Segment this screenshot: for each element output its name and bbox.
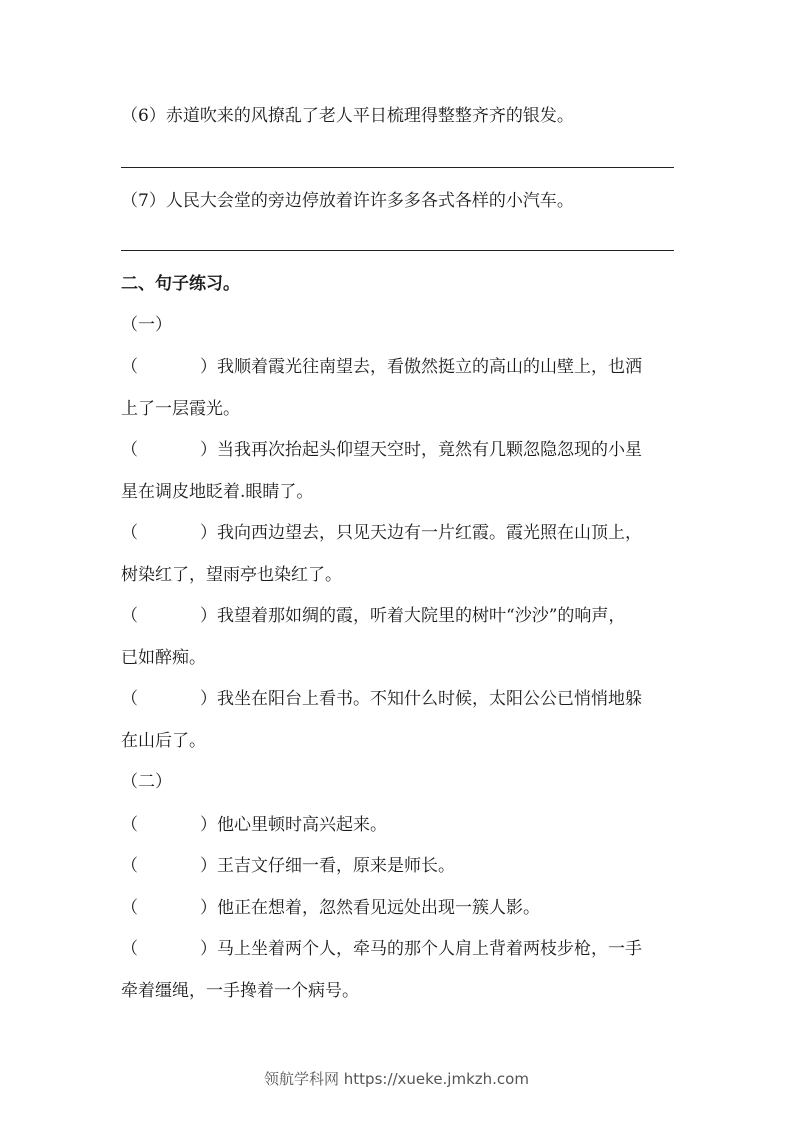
page-footer: 领航学科网 https://xueke.jmkzh.com <box>264 1070 529 1088</box>
blank-open[interactable]: （ <box>121 357 138 377</box>
order-item <box>121 813 674 837</box>
blank-open[interactable]: （ <box>121 440 138 460</box>
blank-open[interactable]: （ <box>121 856 138 876</box>
blank-open[interactable]: （ <box>121 606 138 626</box>
order-item <box>121 687 674 711</box>
blank-close[interactable]: ） <box>200 440 217 460</box>
item-continuation: 上了一层霞光。 <box>121 399 240 419</box>
item-text: 我坐在阳台上看书。不知什么时候，太阳公公已悄悄地躲 <box>217 689 642 709</box>
item-text: 他正在想着，忽然看见远处出现一簇人影。 <box>217 898 540 918</box>
order-item <box>121 854 674 878</box>
item-continuation: 树染红了，望雨亭也染红了。 <box>121 565 342 585</box>
blank-close[interactable]: ） <box>200 898 217 918</box>
item-text: 马上坐着两个人，牵马的那个人肩上背着两枝步枪，一手 <box>217 939 642 959</box>
order-item <box>121 438 674 462</box>
item-continuation: 牵着缰绳，一手搀着一个病号。 <box>121 981 359 1001</box>
blank-open[interactable]: （ <box>121 523 138 543</box>
answer-line-7[interactable] <box>121 250 674 251</box>
item-text: 我顺着霞光往南望去，看傲然挺立的高山的山壁上，也洒 <box>217 357 642 377</box>
sentence-7: （7）人民大会堂的旁边停放着许许多多各式各样的小汽车。 <box>121 191 574 211</box>
blank-close[interactable]: ） <box>200 689 217 709</box>
group-label-2: （二） <box>121 772 172 792</box>
item-continuation: 星在调皮地眨着.眼睛了。 <box>121 482 314 502</box>
item-text: 当我再次抬起头仰望天空时，竟然有几颗忽隐忽现的小星 <box>217 440 642 460</box>
answer-line-6[interactable] <box>121 167 674 168</box>
blank-close[interactable]: ） <box>200 856 217 876</box>
order-item <box>121 521 674 545</box>
sentence-6: （6）赤道吹来的风撩乱了老人平日梳理得整整齐齐的银发。 <box>121 106 574 126</box>
blank-close[interactable]: ） <box>200 939 217 959</box>
blank-open[interactable]: （ <box>121 815 138 835</box>
item-continuation: 在山后了。 <box>121 731 206 751</box>
blank-open[interactable]: （ <box>121 939 138 959</box>
blank-open[interactable]: （ <box>121 689 138 709</box>
group-label-1: （一） <box>121 315 172 335</box>
blank-close[interactable]: ） <box>200 606 217 626</box>
item-continuation: 已如醉痴。 <box>121 648 206 668</box>
order-item <box>121 355 674 379</box>
blank-close[interactable]: ） <box>200 523 217 543</box>
item-text: 他心里顿时高兴起来。 <box>217 815 387 835</box>
order-item <box>121 937 674 961</box>
blank-close[interactable]: ） <box>200 815 217 835</box>
blank-close[interactable]: ） <box>200 357 217 377</box>
order-item <box>121 896 674 920</box>
section-heading: 二、句子练习。 <box>121 274 240 294</box>
item-text: 我向西边望去，只见天边有一片红霞。霞光照在山顶上， <box>217 523 642 543</box>
blank-open[interactable]: （ <box>121 898 138 918</box>
order-item <box>121 604 674 628</box>
item-text: 王吉文仔细一看，原来是师长。 <box>217 856 455 876</box>
item-text: 我望着那如绸的霞，听着大院里的树叶“沙沙”的响声， <box>217 606 626 626</box>
